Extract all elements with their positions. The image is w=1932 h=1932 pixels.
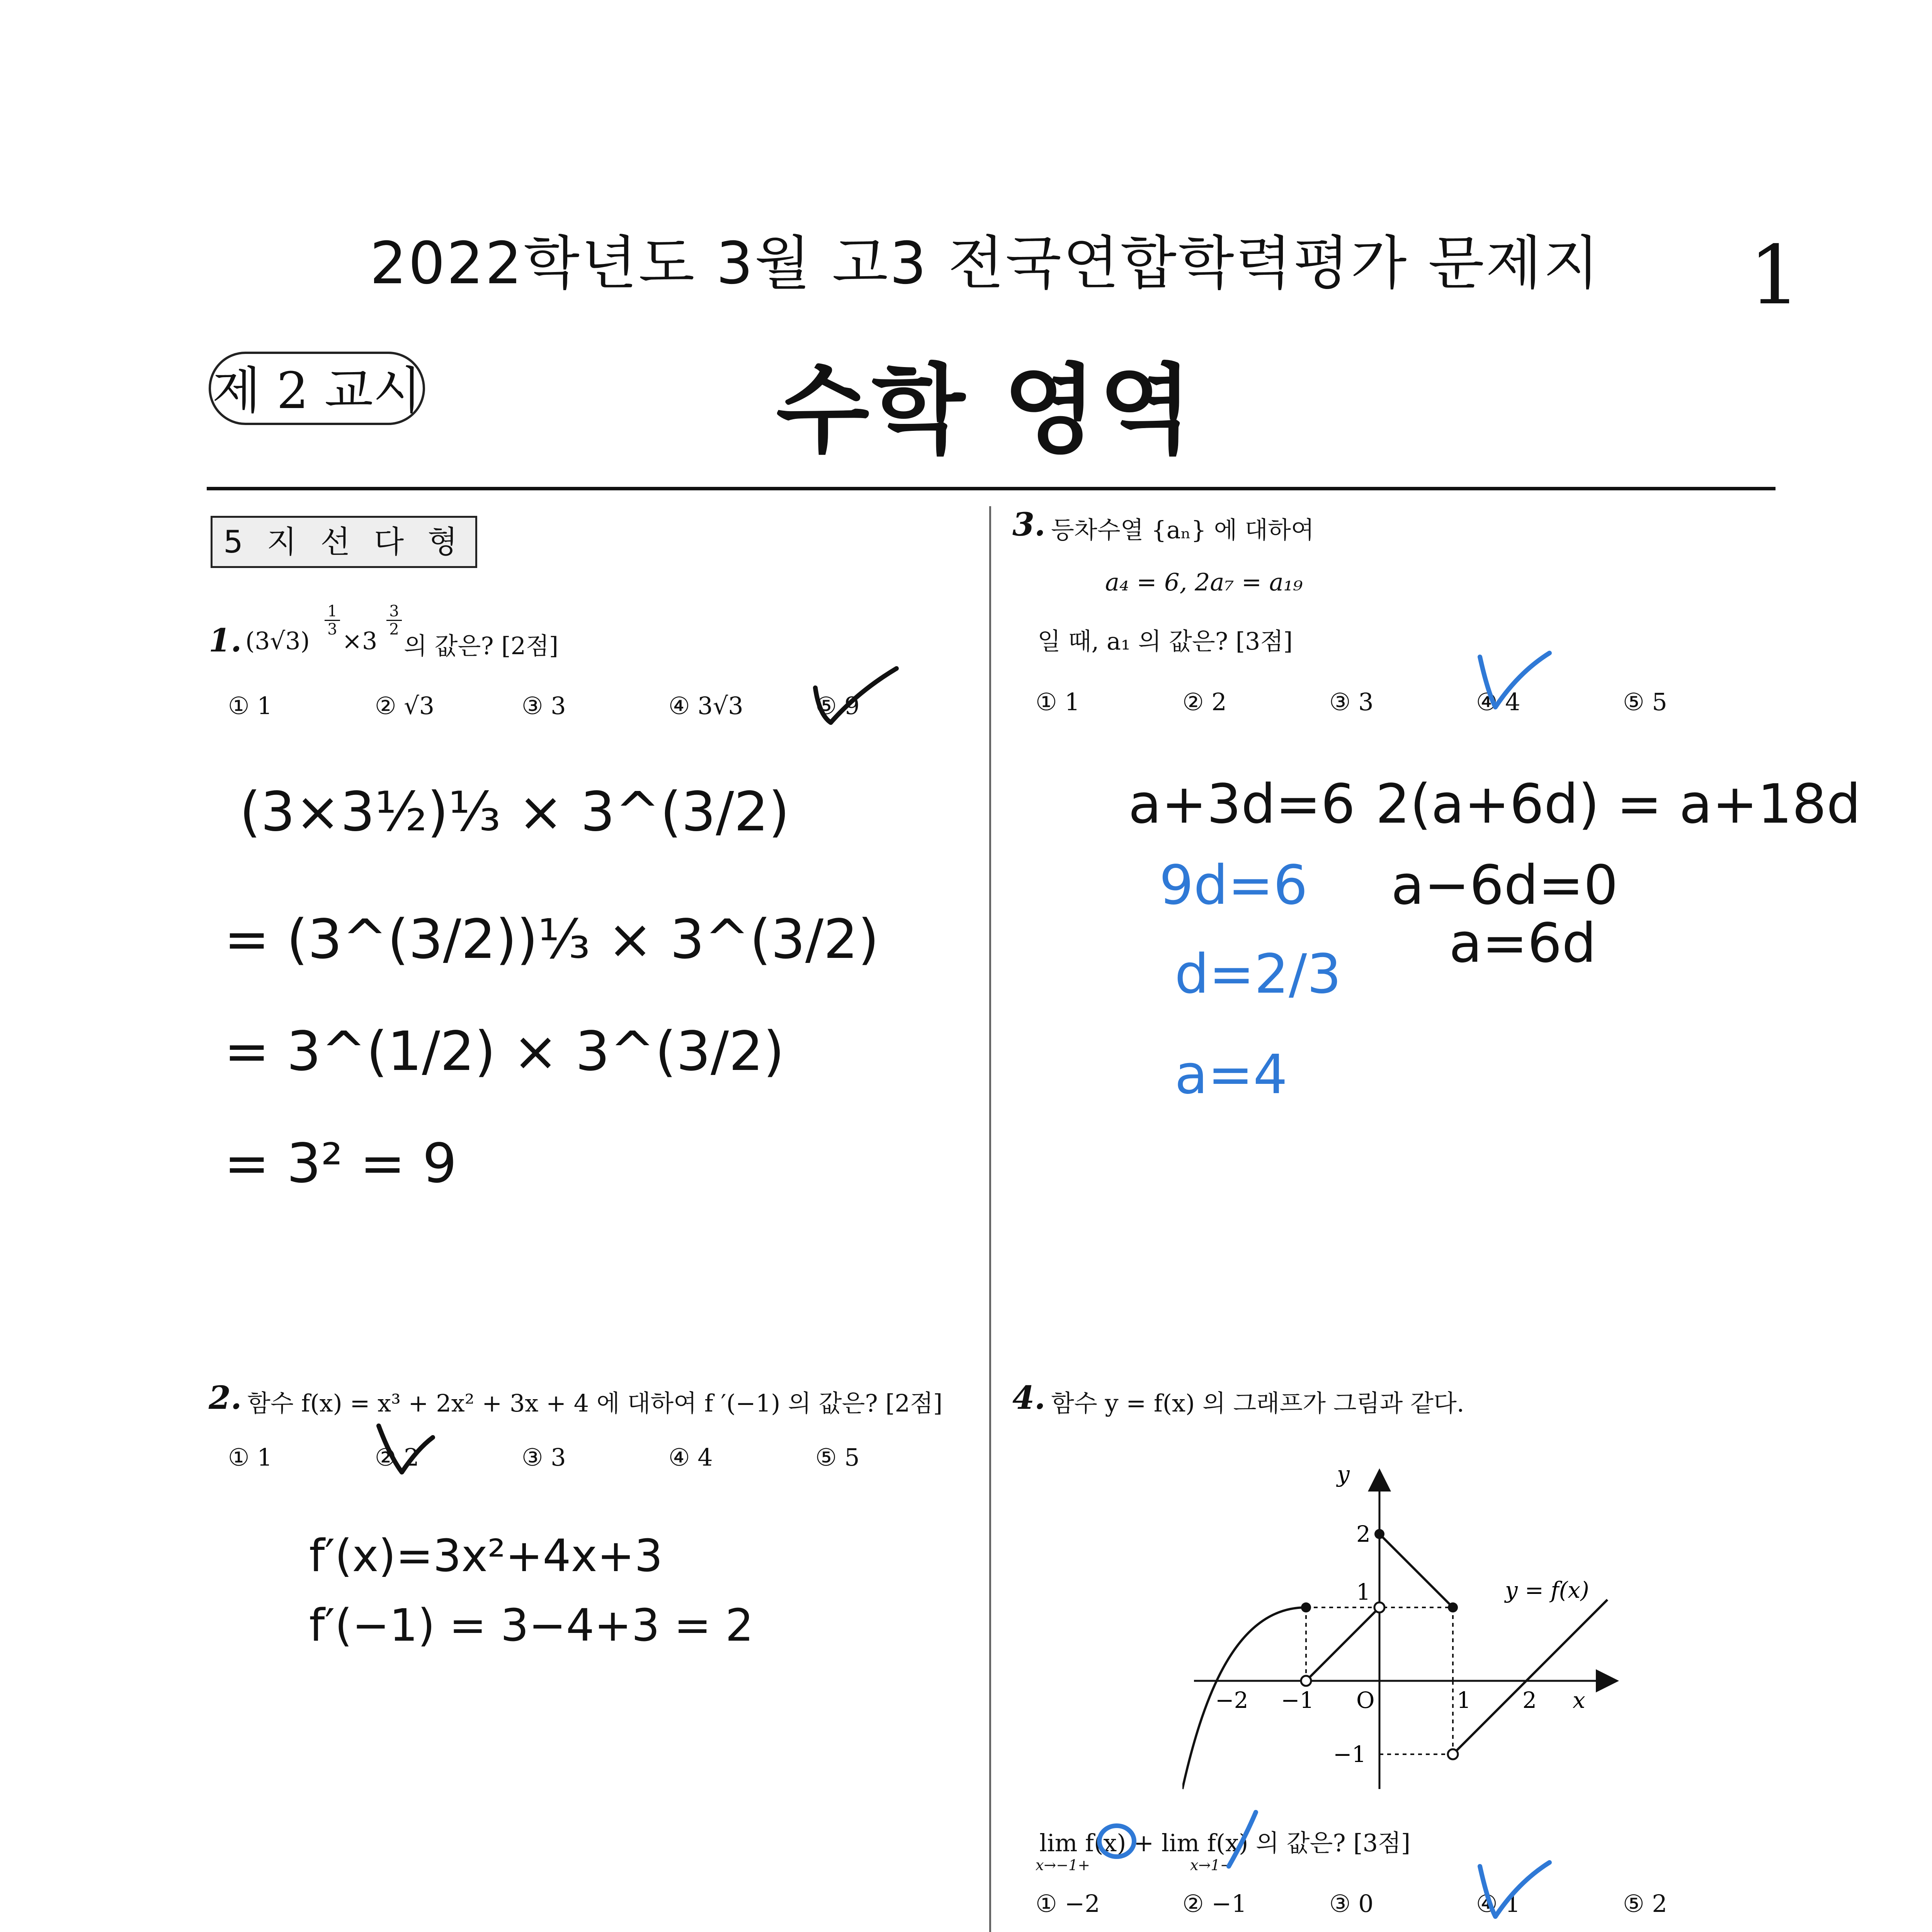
- y-tick--1: −1: [1333, 1741, 1366, 1767]
- q3-work-black-4: a=6d: [1449, 912, 1597, 975]
- question-1-prompt: 의 값은? [2점]: [404, 632, 559, 660]
- period-badge: 제 2 교시: [209, 352, 425, 425]
- q1-choice-3[interactable]: ③ 3: [522, 692, 566, 720]
- q2-checkmark-icon: [371, 1414, 448, 1492]
- y-tick-1: 1: [1356, 1579, 1371, 1605]
- y-tick-2: 2: [1356, 1521, 1371, 1547]
- q4-choice-4[interactable]: ④ 1: [1476, 1889, 1520, 1918]
- segment-middle: [1306, 1607, 1379, 1681]
- question-3-condition: a₄ = 6, 2a₇ = a₁₉: [1105, 568, 1303, 596]
- question-3-number: 3.: [1012, 506, 1046, 543]
- segment-right: [1453, 1600, 1607, 1754]
- point-filled-1: [1448, 1602, 1458, 1612]
- q1-choice-5[interactable]: ⑤ 9: [815, 692, 860, 720]
- y-axis-label: y: [1337, 1461, 1350, 1487]
- q4-choice-5[interactable]: ⑤ 2: [1623, 1889, 1667, 1918]
- q3-choice-1[interactable]: ① 1: [1036, 688, 1080, 716]
- question-3-question: 일 때, a₁ 의 값은? [3점]: [1037, 627, 1293, 655]
- q4-checkmark-icon: [1468, 1851, 1561, 1932]
- q1-choice-2[interactable]: ② √3: [375, 692, 435, 720]
- question-4-limit-text: lim f(x) + lim f(x) 의 값은? [3점]: [1039, 1829, 1411, 1857]
- q3-work-blue-1: 9d=6: [1159, 854, 1308, 917]
- question-1-times: ×3: [342, 627, 378, 655]
- q1-choice-1[interactable]: ① 1: [228, 692, 272, 720]
- x-tick--1: −1: [1281, 1687, 1314, 1713]
- q2-choice-2[interactable]: ② 2: [375, 1443, 419, 1471]
- question-4-limit: [1036, 1824, 1770, 1882]
- question-2-number: 2.: [209, 1379, 242, 1417]
- q2-choice-4[interactable]: ④ 4: [668, 1443, 713, 1471]
- q3-work-blue-2: d=2/3: [1175, 943, 1342, 1006]
- point-open-0: [1374, 1602, 1384, 1612]
- header-rule: [207, 487, 1776, 490]
- q1-work-line-1: (3×3½)⅓ × 3^(3/2): [240, 781, 790, 844]
- q4-function-graph: [1182, 1461, 1631, 1808]
- x-tick--2: −2: [1215, 1687, 1248, 1713]
- q2-choice-5[interactable]: ⑤ 5: [815, 1443, 860, 1471]
- q3-work-black-2: 2(a+6d) = a+18d: [1376, 773, 1861, 836]
- q3-choice-3[interactable]: ③ 3: [1329, 688, 1374, 716]
- x-tick-2: 2: [1522, 1687, 1537, 1713]
- q3-choice-4[interactable]: ④ 4: [1476, 688, 1520, 716]
- q1-choice-4[interactable]: ④ 3√3: [668, 692, 743, 720]
- question-2-choices: [228, 1443, 962, 1478]
- q4-choice-3[interactable]: ③ 0: [1329, 1889, 1374, 1918]
- question-3-choices: [1036, 688, 1770, 723]
- q3-choice-2[interactable]: ② 2: [1182, 688, 1227, 716]
- question-1-exponent-1: 1 3: [325, 603, 340, 638]
- question-1-number: 1.: [209, 622, 242, 659]
- q1-work-line-3: = 3^(1/2) × 3^(3/2): [224, 1020, 784, 1083]
- point-open-neg1: [1301, 1676, 1311, 1686]
- question-3-prompt: 등차수열 {aₙ} 에 대하여: [1051, 516, 1314, 544]
- subject-title: 수학 영역: [776, 354, 1195, 466]
- page-number: 1: [1749, 228, 1801, 323]
- x-axis-label: x: [1573, 1687, 1585, 1713]
- q2-choice-3[interactable]: ③ 3: [522, 1443, 566, 1471]
- point-open-1: [1448, 1749, 1458, 1759]
- segment-top: [1379, 1534, 1453, 1607]
- question-1-exponent-2: 3 2: [386, 603, 402, 638]
- question-4-prompt: 함수 y = f(x) 의 그래프가 그림과 같다.: [1051, 1389, 1464, 1417]
- q2-choice-1[interactable]: ① 1: [228, 1443, 272, 1471]
- q4-circle-annotation-icon: [1090, 1816, 1144, 1866]
- q2-work-line-1: f′(x)=3x²+4x+3: [309, 1530, 663, 1582]
- q1-checkmark-icon: [804, 657, 904, 734]
- q4-choice-2[interactable]: ② −1: [1182, 1889, 1247, 1918]
- q3-choice-5[interactable]: ⑤ 5: [1623, 688, 1667, 716]
- question-1-base: (3√3): [245, 627, 310, 655]
- q3-work-black-1: a+3d=6: [1128, 773, 1355, 836]
- point-filled-0: [1374, 1529, 1384, 1539]
- q3-work-blue-3: a=4: [1175, 1043, 1288, 1106]
- q4-choice-1[interactable]: ① −2: [1036, 1889, 1100, 1918]
- point-filled-neg1: [1301, 1602, 1311, 1612]
- q4-slash-annotation-icon: [1221, 1808, 1264, 1870]
- question-3: [1012, 506, 1777, 668]
- question-4-choices: [1036, 1889, 1770, 1924]
- q1-work-line-4: = 3² = 9: [224, 1132, 457, 1195]
- q3-checkmark-icon: [1468, 641, 1561, 726]
- question-2: [209, 1379, 978, 1418]
- column-divider: [989, 506, 991, 1932]
- origin-label: O: [1356, 1687, 1375, 1713]
- question-4: [1012, 1379, 1777, 1418]
- question-4-lim1-sub: x→−1+: [1036, 1857, 1090, 1874]
- exam-title: 2022학년도 3월 고3 전국연합학력평가 문제지: [370, 230, 1601, 297]
- x-tick-1: 1: [1457, 1687, 1471, 1713]
- q3-work-black-3: a−6d=0: [1391, 854, 1618, 917]
- q1-work-line-2: = (3^(3/2))⅓ × 3^(3/2): [224, 908, 879, 971]
- q2-work-line-2: f′(−1) = 3−4+3 = 2: [309, 1600, 754, 1651]
- curve-label: y = f(x): [1505, 1577, 1589, 1603]
- question-2-prompt: 함수 f(x) = x³ + 2x² + 3x + 4 에 대하여 f ′(−1) 의 값은? [2점]: [247, 1389, 943, 1417]
- question-4-lim2-sub: x→1−: [1190, 1857, 1233, 1874]
- question-4-number: 4.: [1012, 1379, 1046, 1417]
- question-type-label: 5 지 선 다 형: [211, 516, 477, 568]
